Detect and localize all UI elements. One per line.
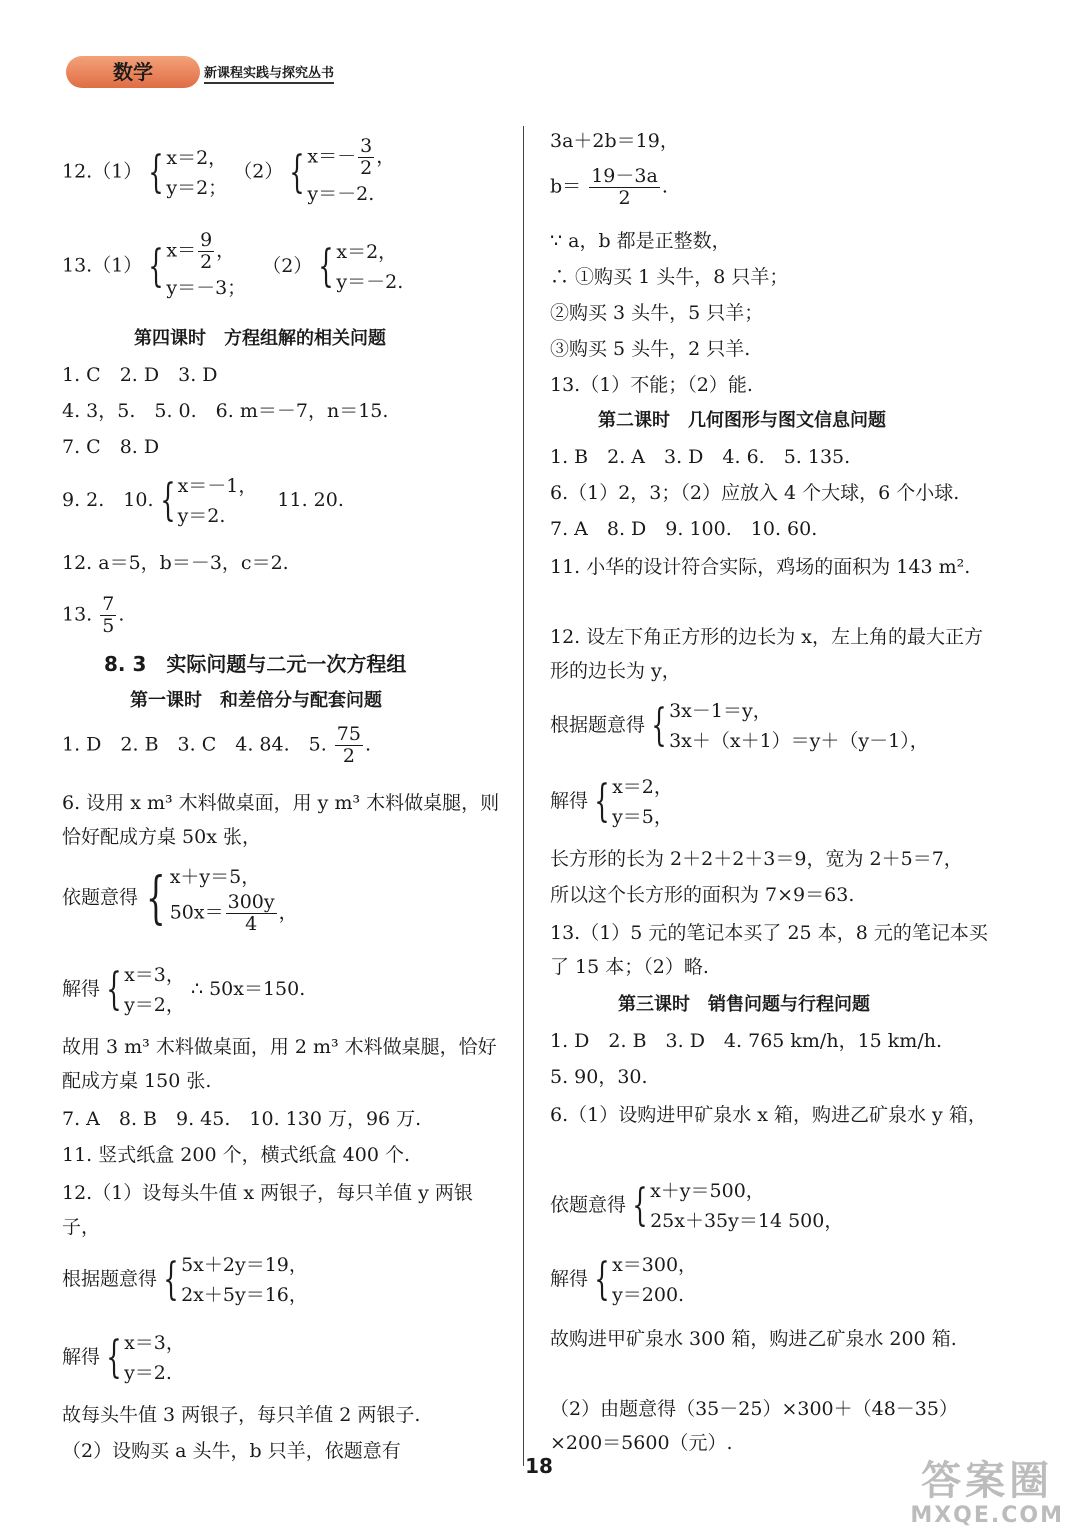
equation-block: 解得 { x＝3， y＝2， ∴ 50x＝150. [62, 960, 305, 1020]
lesson-title: 第二课时 几何图形与图文信息问题 [598, 410, 886, 431]
answer-paragraph: 12.（1）设每头牛值 x 两银子，每只羊值 y 两银子， [62, 1182, 473, 1238]
answer-line: （2）设购买 a 头牛，b 只羊，依题意有 [62, 1440, 401, 1462]
answer-line: 4. 3，5. 5. 0. 6. m＝－7，n＝15. [62, 400, 389, 422]
watermark-logo: 答案圈 [921, 1458, 1054, 1504]
equation-block: 解得 { x＝300， y＝200. [550, 1250, 697, 1310]
answer-line: 7. A 8. B 9. 45. 10. 130 万，96 万. [62, 1108, 422, 1130]
series-title: 新课程实践与探究丛书 [204, 62, 334, 84]
fraction: $\frac{19-3a}{2}$ [591, 165, 658, 209]
answer-paragraph: 故用 3 m³ 木料做桌面，用 2 m³ 木料做桌腿，恰好配成方桌 150 张. [62, 1036, 497, 1092]
answer-line: 3a＋2b＝19， [550, 130, 679, 152]
answer-paragraph: 13.（1）5 元的笔记本买了 25 本，8 元的笔记本买了 15 本；（2）略. [550, 922, 988, 978]
equation-system: { x＝－ $\frac{3}{2}$ ， y＝－2. [289, 135, 396, 205]
answer-line: 6.（1）2，3；（2）应放入 4 个大球，6 个小球. [550, 482, 960, 504]
fraction: $\frac{75}{2}$ [336, 723, 361, 767]
fraction: $\frac{7}{5}$ [102, 593, 115, 637]
equation-block: 解得 { x＝2， y＝5， [550, 772, 673, 832]
equation-block: 依题意得 { x＋y＝500， 25x＋35y＝14 500， [550, 1176, 843, 1236]
answer-line: 9. 2. 10. { x＝－1， y＝2. 11. 20. [62, 471, 344, 531]
watermark [910, 1459, 1064, 1528]
equation-system: { x＝2， y＝5， [594, 776, 673, 828]
answer-line: ②购买 3 头牛，5 只羊； [550, 302, 764, 324]
answer-line: 13. $\frac{7}{5}$ . [62, 593, 125, 637]
equation-system: { x＝2， y＝2； [148, 146, 228, 199]
equation-block: 根据题意得 { 5x＋2y＝19， 2x＋5y＝16， [62, 1250, 308, 1310]
answer-paragraph: （2）由题意得（35－25）×300＋（48－35）×200＝5600（元）. [550, 1398, 958, 1454]
answer-paragraph: 11. 小华的设计符合实际，鸡场的面积为 143 m². [550, 556, 971, 578]
answer-line: 1. D 2. B 3. D 4. 765 km/h，15 km/h. [550, 1030, 942, 1052]
equation-block: 根据题意得 { 3x－1＝y， 3x＋（x＋1）＝y＋（y－1）， [550, 696, 929, 756]
equation-system: { x＋y＝500， 25x＋35y＝14 500， [632, 1180, 844, 1232]
lesson-title: 第四课时 方程组解的相关问题 [134, 328, 386, 349]
lesson-title: 第三课时 销售问题与行程问题 [618, 994, 870, 1015]
answer-line: 7. A 8. D 9. 100. 10. 60. [550, 518, 818, 540]
answer-line: 所以这个长方形的面积为 7×9＝63. [550, 884, 855, 906]
equation-system: { x＝ $\frac{9}{2}$ ， y＝－3； [148, 229, 247, 299]
equation-system: { x＝3， y＝2， [106, 964, 185, 1016]
question-number: 12.（1） [62, 160, 143, 183]
fraction: $\frac{3}{2}$ [360, 135, 373, 179]
answer-line: 13.（1）不能；（2）能. [550, 374, 753, 396]
equation-system: { x＝300， y＝200. [594, 1254, 698, 1306]
answer-line: 1. C 2. D 3. D [62, 364, 218, 386]
answer-line: 11. 竖式纸盒 200 个，横式纸盒 400 个. [62, 1144, 410, 1166]
fraction: $\frac{9}{2}$ [200, 229, 213, 273]
watermark-url: MXQE.COM [910, 1503, 1064, 1528]
answer-line: ∵ a，b 都是正整数， [550, 230, 731, 252]
equation-system: { x＝3， y＝2. [106, 1332, 185, 1384]
answer-line: 长方形的长为 2＋2＋2＋3＝9，宽为 2＋5＝7， [550, 848, 963, 870]
answer-paragraph: 6.（1）设购进甲矿泉水 x 箱，购进乙矿泉水 y 箱， [550, 1104, 987, 1126]
fraction: $\frac{300y}{4}$ [227, 891, 275, 935]
answer-line: ③购买 5 头牛，2 只羊. [550, 338, 751, 360]
answer-line: 5. 90，30. [550, 1066, 648, 1088]
equation-system: { x＝2， y＝－2. [318, 240, 404, 293]
answer-line: 12. a＝5，b＝－3，c＝2. [62, 552, 289, 574]
answer-line: 1. B 2. A 3. D 4. 6. 5. 135. [550, 446, 851, 468]
answer-line: b＝ $\frac{19-3a}{2}$ . [550, 165, 668, 209]
lesson-title: 第一课时 和差倍分与配套问题 [130, 690, 382, 711]
page-number: 18 [525, 1454, 553, 1478]
answer-paragraph: 12. 设左下角正方形的边长为 x，左上角的最大正方形的边长为 y， [550, 626, 984, 682]
answer-line: ∴ ①购买 1 头牛，8 只羊； [550, 266, 789, 288]
answer-paragraph: 6. 设用 x m³ 木料做桌面，用 y m³ 木料做桌腿，则恰好配成方桌 50x 张， [62, 792, 500, 848]
subject-badge: 数学 [66, 56, 200, 88]
equation-system: { 3x－1＝y， 3x＋（x＋1）＝y＋（y－1）， [651, 700, 929, 752]
equation-block: 解得 { x＝3， y＝2. [62, 1328, 185, 1388]
answer-line: 1. D 2. B 3. C 4. 84. 5. $\frac{75}{2}$ . [62, 723, 372, 767]
section-title: 8. 3 实际问题与二元一次方程组 [104, 652, 407, 676]
equation-system: { 5x＋2y＝19， 2x＋5y＝16， [163, 1254, 308, 1306]
answer-line: 故每头牛值 3 两银子，每只羊值 2 两银子. [62, 1404, 421, 1426]
answer-12: 12.（1） { x＝2， y＝2； （2） { x＝－ $\frac{3}{2}$ ， y＝－2. [62, 136, 395, 209]
question-number: 13.（1） [62, 254, 143, 277]
answer-13: 13.（1） { x＝ $\frac{9}{2}$ ， y＝－3； （2） { x＝2， y＝－2. [62, 230, 403, 303]
equation-system: { x＝－1， y＝2. [159, 475, 258, 527]
equation-system: { x＋y＝5， 50x＝ $\frac{300y}{4}$ ， [146, 865, 298, 935]
equation-block: 依题意得 { x＋y＝5， 50x＝ $\frac{300y}{4}$ ， [62, 862, 298, 935]
column-divider [523, 126, 524, 1466]
answer-paragraph: 故购进甲矿泉水 300 箱，购进乙矿泉水 200 箱. [550, 1328, 957, 1350]
answer-line: 7. C 8. D [62, 436, 160, 458]
